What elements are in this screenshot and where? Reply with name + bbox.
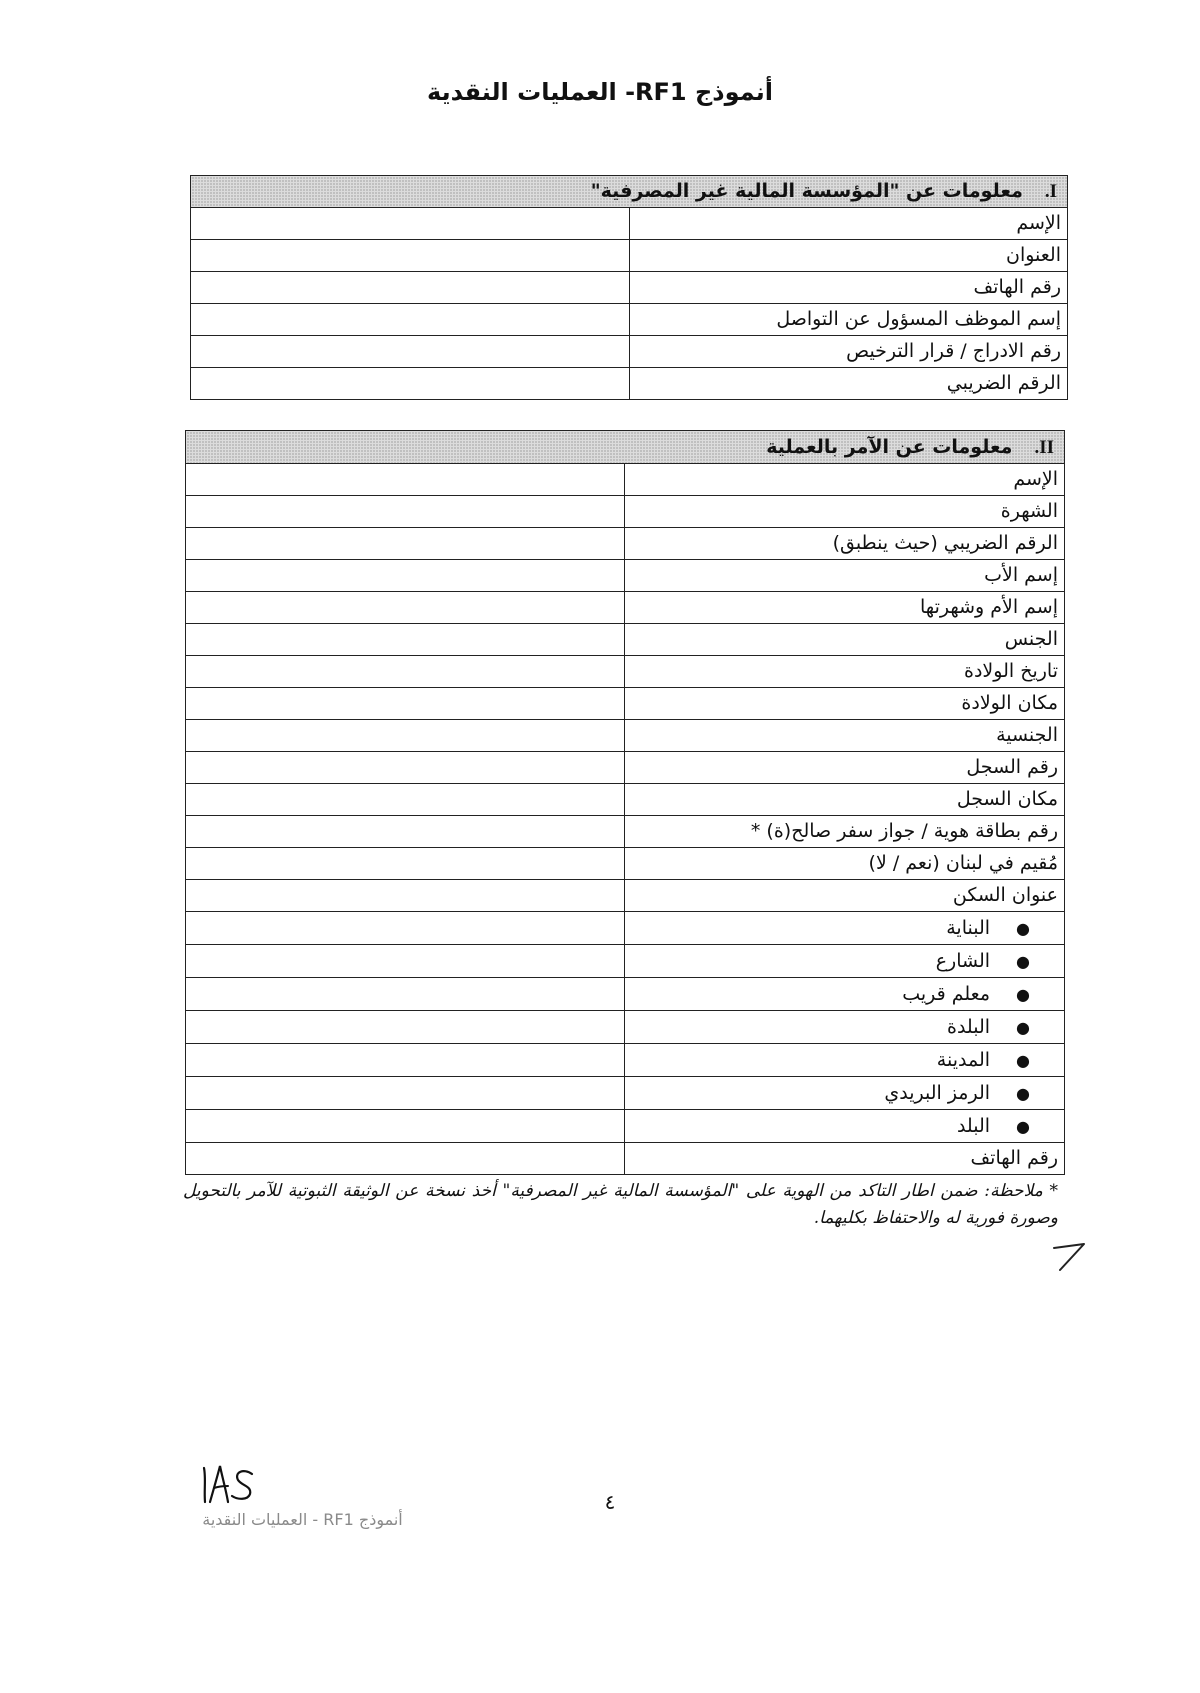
handwritten-mark-icon [1050, 1238, 1090, 1274]
row-label: إسم الموظف المسؤول عن التواصل [630, 304, 1068, 336]
section-2-row [186, 848, 1065, 880]
row-label: الجنسية [625, 720, 1065, 752]
row-value-field[interactable] [186, 496, 625, 528]
section-2-row [186, 464, 1065, 496]
address-value-field[interactable] [186, 1110, 625, 1143]
section-1-numeral: I. [1044, 181, 1057, 202]
page-title: أنموذج RF1- العمليات النقدية [427, 78, 773, 106]
address-item-text: البلدة [947, 1015, 991, 1038]
bullet-icon: ● [1016, 1116, 1030, 1136]
address-row [186, 1011, 1065, 1044]
row-label: العنوان [630, 240, 1068, 272]
row-value-field[interactable] [186, 560, 625, 592]
address-item-label [625, 912, 1065, 945]
row-value-field[interactable] [186, 720, 625, 752]
row-label: رقم الهاتف [625, 1143, 1065, 1175]
row-label: إسم الأم وشهرتها [625, 592, 1065, 624]
row-value-field[interactable] [186, 1143, 625, 1175]
section-1-row [191, 208, 1068, 240]
row-label: الإسم [625, 464, 1065, 496]
address-item-text: معلم قريب [902, 982, 991, 1005]
address-value-field[interactable] [186, 912, 625, 945]
row-value-field[interactable] [186, 848, 625, 880]
section-1-heading-cell [191, 176, 1068, 208]
bullet-icon: ● [1016, 1083, 1030, 1103]
address-item-text: الرمز البريدي [884, 1081, 991, 1104]
row-value-field[interactable] [191, 304, 630, 336]
row-value-field[interactable] [186, 656, 625, 688]
section-2-row [186, 656, 1065, 688]
section-1-row [191, 304, 1068, 336]
address-item-label [625, 978, 1065, 1011]
section-2-table [185, 430, 1065, 1175]
address-item-text: البناية [946, 916, 991, 939]
address-value-field[interactable] [186, 1044, 625, 1077]
row-value-field[interactable] [191, 368, 630, 400]
address-value-field[interactable] [186, 1077, 625, 1110]
bullet-icon: ● [1016, 918, 1030, 938]
section-2-row [186, 752, 1065, 784]
row-value-field[interactable] [186, 784, 625, 816]
bullet-icon: ● [1016, 984, 1030, 1004]
row-label: رقم السجل [625, 752, 1065, 784]
row-label: الرقم الضريبي (حيث ينطبق) [625, 528, 1065, 560]
address-item-text: الشارع [935, 949, 991, 972]
section-2-heading: معلومات عن الآمر بالعملية [766, 435, 1013, 458]
row-label: عنوان السكن [625, 880, 1065, 912]
row-value-field[interactable] [191, 240, 630, 272]
address-item-text: المدينة [936, 1048, 991, 1071]
section-2-row [186, 528, 1065, 560]
address-item-label [625, 1011, 1065, 1044]
section-1-table [190, 175, 1068, 400]
section-1-row [191, 368, 1068, 400]
section-1-row [191, 336, 1068, 368]
bullet-icon: ● [1016, 1050, 1030, 1070]
section-2-row [186, 720, 1065, 752]
address-value-field[interactable] [186, 1011, 625, 1044]
row-value-field[interactable] [191, 208, 630, 240]
section-2-row [186, 784, 1065, 816]
row-value-field[interactable] [186, 592, 625, 624]
address-value-field[interactable] [186, 978, 625, 1011]
footnote: * ملاحظة: ضمن اطار التاكد من الهوية على "المؤسسة المالية غير المصرفية" أخذ نسخة عن الوثيقة الثبوتية للآمر بالتحويل وصورة فورية له والاحتفاظ بكليهما. [183, 1181, 1058, 1228]
address-row [186, 1077, 1065, 1110]
section-1-row [191, 272, 1068, 304]
section-1-heading: معلومات عن "المؤسسة المالية غير المصرفية" [590, 180, 1023, 202]
section-1-header [191, 176, 1068, 208]
section-2-header [186, 431, 1065, 464]
address-row [186, 912, 1065, 945]
row-label: رقم بطاقة هوية / جواز سفر صالح(ة) * [625, 816, 1065, 848]
row-value-field[interactable] [191, 336, 630, 368]
section-2-row [186, 1143, 1065, 1175]
bullet-icon: ● [1016, 951, 1030, 971]
row-label: مُقيم في لبنان (نعم / لا) [625, 848, 1065, 880]
row-label: مكان السجل [625, 784, 1065, 816]
address-row [186, 1044, 1065, 1077]
row-label: مكان الولادة [625, 688, 1065, 720]
row-value-field[interactable] [186, 624, 625, 656]
row-label: رقم الهاتف [630, 272, 1068, 304]
initials-signature [198, 1460, 262, 1510]
section-2-row [186, 688, 1065, 720]
row-label: الرقم الضريبي [630, 368, 1068, 400]
row-value-field[interactable] [186, 752, 625, 784]
footer-label: أنموذج RF1 - العمليات النقدية [202, 1510, 403, 1529]
row-label: تاريخ الولادة [625, 656, 1065, 688]
row-label: الشهرة [625, 496, 1065, 528]
section-1-row [191, 240, 1068, 272]
address-item-label [625, 1110, 1065, 1143]
row-label: الجنس [625, 624, 1065, 656]
row-value-field[interactable] [186, 688, 625, 720]
row-label: الإسم [630, 208, 1068, 240]
address-item-text: البلد [956, 1114, 991, 1137]
page-number: ٤ [604, 1490, 616, 1514]
row-label: إسم الأب [625, 560, 1065, 592]
row-value-field[interactable] [186, 528, 625, 560]
section-2-row [186, 880, 1065, 912]
row-value-field[interactable] [191, 272, 630, 304]
section-2-row [186, 624, 1065, 656]
section-2-row [186, 560, 1065, 592]
row-label: رقم الادراج / قرار الترخيص [630, 336, 1068, 368]
row-value-field[interactable] [186, 464, 625, 496]
row-value-field[interactable] [186, 816, 625, 848]
address-item-label [625, 1077, 1065, 1110]
address-value-field[interactable] [186, 945, 625, 978]
address-item-label [625, 1044, 1065, 1077]
row-value-field[interactable] [186, 880, 625, 912]
section-2-row [186, 592, 1065, 624]
address-row [186, 978, 1065, 1011]
section-2-numeral: II. [1034, 436, 1054, 458]
address-row [186, 945, 1065, 978]
section-2-row [186, 816, 1065, 848]
address-item-label [625, 945, 1065, 978]
section-2-heading-cell [186, 431, 1065, 464]
section-2-row [186, 496, 1065, 528]
address-row [186, 1110, 1065, 1143]
bullet-icon: ● [1016, 1017, 1030, 1037]
